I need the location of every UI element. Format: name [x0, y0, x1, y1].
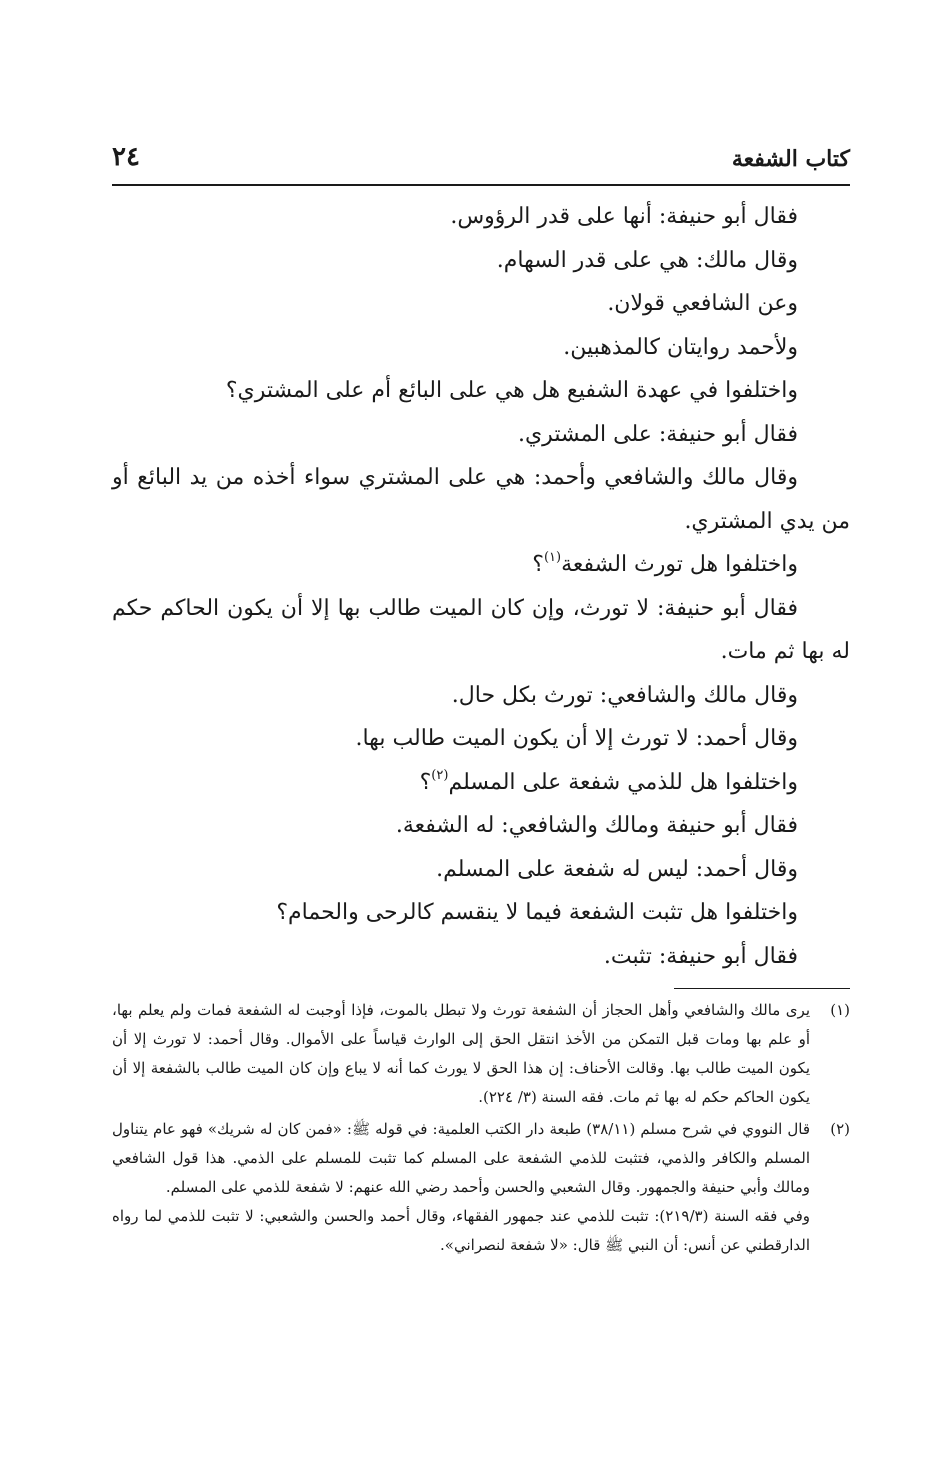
paragraph: ولأحمد روايتان كالمذهبين. — [563, 334, 798, 360]
paragraph: وقال أحمد: لا تورث إلا أن يكون الميت طالب بها. — [355, 726, 798, 751]
header-rule — [112, 184, 850, 186]
page-number: ٢٤ — [112, 142, 140, 172]
paragraph: فقال أبو حنيفة: تثبت. — [603, 943, 798, 969]
footnote-separator — [674, 988, 850, 989]
paragraph: فقال أبو حنيفة ومالك والشافعي: له الشفعة. — [395, 813, 798, 838]
footnote-reference: (١) — [543, 550, 562, 565]
paragraph: واختلفوا في عهدة الشفيع هل هي على البائع أم على المشتري؟ — [225, 378, 798, 403]
paragraph: وقال مالك والشافعي وأحمد: هي على المشتري سواء أخذه من يد البائع أو من يدي المشتري. — [112, 465, 850, 534]
paragraph: وعن الشافعي قولان. — [607, 291, 798, 316]
paragraph: واختلفوا هل للذمي شفعة على المسلم$^{(٢)}$؟ — [419, 767, 798, 795]
footnote-1 — [112, 996, 850, 1112]
paragraph: وقال مالك والشافعي: تورث بكل حال. — [451, 682, 798, 708]
footnote-reference: (٢) — [431, 767, 449, 783]
main-text — [112, 195, 850, 978]
footnote-number: (١) — [830, 1001, 850, 1019]
paragraph: فقال أبو حنيفة: أنها على قدر الرؤوس. — [450, 204, 798, 229]
footnote-number: (٢) — [830, 1120, 850, 1138]
running-title: كتاب الشفعة — [731, 146, 850, 172]
paragraph: فقال أبو حنيفة: على المشتري. — [517, 421, 798, 447]
footnotes — [112, 996, 850, 1263]
paragraph: واختلفوا هل تثبت الشفعة فيما لا ينقسم كالرحى والحمام؟ — [276, 900, 798, 925]
footnote-text: يرى مالك والشافعي وأهل الحجاز أن الشفعة تورث ولا تبطل بالموت، فإذا أوجبت له الشفعة فمات ولم يعلم بها، أو علم بها ومات قبل التمكن من الأخذ انتقل الحق إلى الوارث قياساً على الأموال. وقال أحمد: لا تورث إلا أن يكون الميت طالب بها. وقالت الأحناف: إن هذا الحق لا يورث كما أنه لا يباع وإن كان الميت طالب بالشفعة إلا أن يكون الحاكم حكم له بها ثم مات. فقه السنة (٣/ ٢٢٤). — [112, 1001, 810, 1106]
paragraph: فقال أبو حنيفة: لا تورث، وإن كان الميت طالب بها إلا أن يكون الحاكم حكم له بها ثم مات. — [112, 595, 850, 664]
paragraph: واختلفوا هل تورث الشفعة$^{(١)}$؟ — [532, 550, 798, 577]
footnote-text: وفي فقه السنة (٢١٩/٣): تثبت للذمي عند جمهور الفقهاء، وقال أحمد والحسن والشعبي: لا تثبت للذمي لما رواه الدارقطني عن أنس: أن النبي ﷺ قال: «لا شفعة لنصراني». — [112, 1207, 810, 1254]
paragraph: وقال أحمد: ليس له شفعة على المسلم. — [436, 856, 798, 882]
paragraph: وقال مالك: هي على قدر السهام. — [496, 247, 798, 273]
footnote-2 — [112, 1115, 850, 1260]
page-header — [112, 138, 850, 182]
footnote-text: قال النووي في شرح مسلم (٣٨/١١) طبعة دار الكتب العلمية: في قوله ﷺ: «فمن كان له شريك» فهو عام يتناول المسلم والكافر والذمي، فتثبت للذمي الشفعة على المسلم كما تثبت للمسلم على الذمي. هذا قول الشافعي ومالك وأبي حنيفة والجمهور. وقال الشعبي والحسن وأحمد رضي الله عنهم: لا شفعة للذمي على المسلم. — [112, 1120, 810, 1196]
